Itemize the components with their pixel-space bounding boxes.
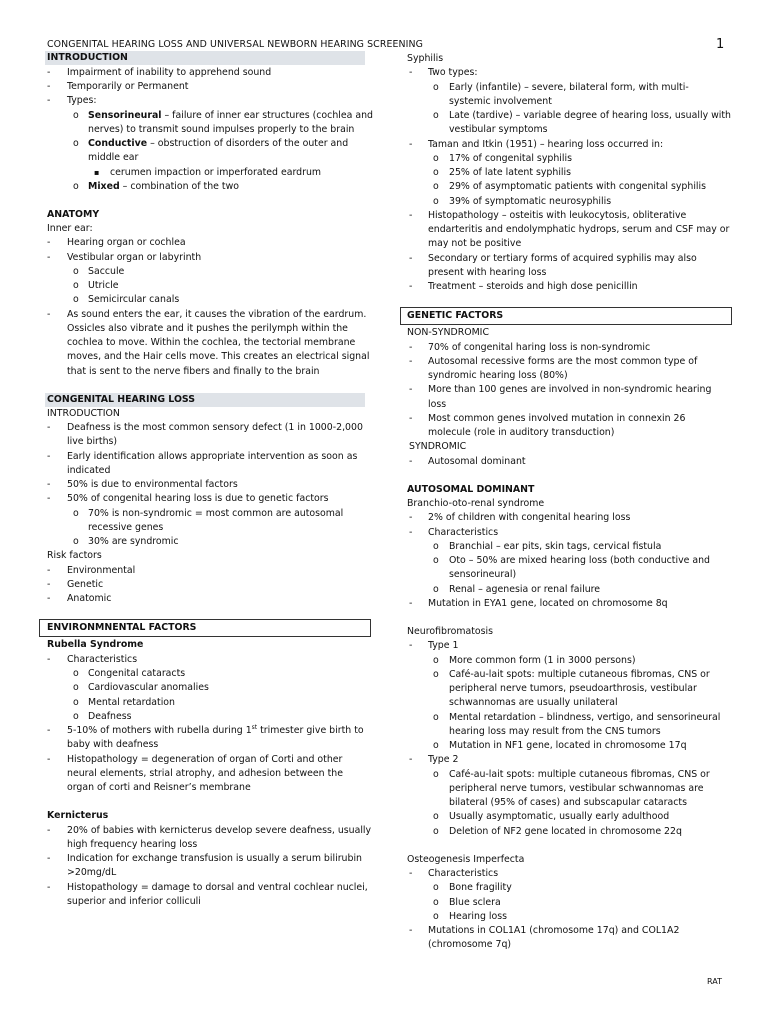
section-header-introduction: INTRODUCTION (47, 52, 128, 63)
bullet-circle: o (73, 181, 79, 192)
bullet-circle: o (433, 712, 439, 723)
list-item: Hearing loss (449, 911, 508, 922)
term-desc: – obstruction of disorders of the outer and (147, 138, 349, 149)
list-item-cont: (chromosome 7q) (428, 939, 512, 950)
bullet-circle: o (433, 153, 439, 164)
list-item: 39% of symptomatic neurosyphilis (449, 196, 612, 207)
list-item-cont: peripheral nerve tumors, vestibular schwannomas are (449, 783, 704, 794)
bullet-circle: o (73, 697, 79, 708)
list-item: Impairment of inability to apprehend sound (67, 67, 272, 78)
list-item: 17% of congenital syphilis (449, 153, 572, 164)
bullet-dash: - (409, 512, 413, 523)
section-header-congenital-hearing-loss: CONGENITAL HEARING LOSS (47, 394, 195, 405)
list-item: cerumen impaction or imperforated eardrum (110, 167, 322, 178)
list-item: Café-au-lait spots: multiple cutaneous fibromas, CNS or (449, 769, 710, 780)
list-item: 30% are syndromic (88, 536, 179, 547)
list-item: More than 100 genes are involved in non-syndromic hearing (428, 384, 712, 395)
list-item: Cardiovascular anomalies (88, 682, 209, 693)
term: Conductive (88, 138, 148, 149)
bullet-dash: - (409, 210, 413, 221)
list-item-cont: peripheral nerve tumors, pseudoarthrosis, vestibular (449, 683, 697, 694)
footer-initials: RAT (707, 977, 722, 986)
term-desc: – failure of inner ear structures (cochlea and (161, 110, 373, 121)
list-item: Deafness (88, 711, 132, 722)
list-item: Characteristics (428, 527, 499, 538)
bullet-dash: - (409, 281, 413, 292)
bullet-dash: - (409, 456, 413, 467)
bullet-circle: o (73, 294, 79, 305)
list-item-cont: sensorineural) (449, 569, 517, 580)
list-item: Usually asymptomatic, usually early adulthood (449, 811, 670, 822)
bullet-circle: o (73, 711, 79, 722)
bullet-circle: o (433, 769, 439, 780)
bullet-circle: o (73, 536, 79, 547)
list-item-cont: systemic involvement (449, 96, 552, 107)
bullet-circle: o (433, 740, 439, 751)
list-item: 29% of asymptomatic patients with congenital syphilis (449, 181, 707, 192)
bullet-circle: o (73, 280, 79, 291)
term: Mixed (88, 181, 120, 192)
bullet-circle: o (433, 669, 439, 680)
bullet-circle: o (433, 110, 439, 121)
bullet-circle: o (433, 196, 439, 207)
list-item-cont: >20mg/dL (67, 867, 117, 878)
list-item: Mutation in EYA1 gene, located on chromosome 8q (428, 598, 668, 609)
list-item: Autosomal recessive forms are the most common type of (428, 356, 698, 367)
list-item-cont: Ossicles also vibrate and it pushes the perilymph within the (67, 323, 348, 334)
list-item-cont: recessive genes (88, 522, 164, 533)
list-item: Anatomic (67, 593, 112, 604)
list-item: Oto – 50% are mixed hearing loss (both conductive and (449, 555, 711, 566)
list-item-cont: high frequency hearing loss (67, 839, 198, 850)
list-item-cont: syndromic hearing loss (80%) (428, 370, 568, 381)
bullet-dash: - (409, 640, 413, 651)
bullet-dash: - (47, 579, 51, 590)
term-desc: – combination of the two (119, 181, 239, 192)
list-item: 50% of congenital hearing loss is due to genetic factors (67, 493, 329, 504)
bullet-circle: o (433, 811, 439, 822)
bullet-dash: - (409, 925, 413, 936)
bullet-circle: o (433, 82, 439, 93)
list-item-cont: organ of corti and Reisner’s membrane (67, 782, 251, 793)
bullet-dash: - (409, 253, 413, 264)
list-item (88, 137, 348, 151)
bullet-square: ▪ (94, 168, 100, 177)
subsection-title-osteogenesis: Osteogenesis Imperfecta (407, 854, 525, 865)
list-item: Environmental (67, 565, 136, 576)
section-header-autosomal-dominant: AUTOSOMAL DOMINANT (407, 484, 535, 495)
list-item: As sound enters the ear, it causes the vibration of the eardrum. (67, 309, 367, 320)
bullet-circle: o (433, 181, 439, 192)
list-item: Early identification allows appropriate intervention as soon as (67, 451, 358, 462)
list-item: Semicircular canals (88, 294, 180, 305)
bullet-dash: - (409, 139, 413, 150)
list-item-cont: that is sent to the nerve fibers and finally to the brain (67, 366, 320, 377)
list-item: 20% of babies with kernicterus develop severe deafness, usually (67, 825, 372, 836)
list-item-cont: moves, and the Hair cells move. This creates an electrical signal (67, 351, 370, 362)
list-item: Characteristics (67, 654, 138, 665)
list-item-cont: nerves) to transmit sound impulses properly to the brain (88, 124, 355, 135)
text: trimester give birth to (257, 725, 364, 736)
bullet-dash: - (47, 565, 51, 576)
section-header-environmental-factors: ENVIRONMNENTAL FACTORS (47, 622, 197, 633)
superscript: st (251, 723, 258, 731)
subsection-title-neurofibromatosis: Neurofibromatosis (407, 626, 494, 637)
list-item-cont: vestibular symptoms (449, 124, 548, 135)
list-item: Histopathology = damage to dorsal and ventral cochlear nuclei, (67, 882, 368, 893)
bullet-circle: o (433, 911, 439, 922)
bullet-dash: - (409, 342, 413, 353)
bullet-circle: o (433, 167, 439, 178)
list-item: Branchial – ear pits, skin tags, cervical fistula (449, 541, 662, 552)
list-item-cont: schwannomas are usually unilateral (449, 697, 618, 708)
bullet-circle: o (433, 882, 439, 893)
list-item: Mutations in COL1A1 (chromosome 17q) and COL1A2 (428, 925, 680, 936)
bullet-circle: o (433, 897, 439, 908)
list-item: Secondary or tertiary forms of acquired syphilis may also (428, 253, 697, 264)
list-item: Treatment – steroids and high dose penicillin (428, 281, 638, 292)
bullet-circle: o (433, 655, 439, 666)
list-item: 2% of children with congenital hearing loss (428, 512, 631, 523)
list-item: Renal – agenesia or renal failure (449, 584, 601, 595)
list-item: Type 2 (428, 754, 459, 765)
list-item: Mental retardation (88, 697, 175, 708)
bullet-dash: - (47, 882, 51, 893)
list-item: Blue sclera (449, 897, 501, 908)
list-item: Deafness is the most common sensory defect (1 in 1000-2,000 (67, 422, 363, 433)
list-item-cont: cochlea to move. Within the cochlea, the tectorial membrane (67, 337, 356, 348)
list-item-cont: bilateral (95% of cases) and subscapular cataracts (449, 797, 687, 808)
subheading: NON-SYNDROMIC (407, 327, 489, 338)
subheading: SYNDROMIC (409, 441, 467, 452)
list-item: Taman and Itkin (1951) – hearing loss occurred in: (428, 139, 664, 150)
list-item-cont: may not be positive (428, 238, 522, 249)
list-item: Most common genes involved mutation in connexin 26 (428, 413, 686, 424)
bullet-dash: - (409, 356, 413, 367)
subheading: INTRODUCTION (47, 408, 120, 419)
bullet-dash: - (47, 654, 51, 665)
list-item: Congenital cataracts (88, 668, 186, 679)
list-item (88, 109, 373, 123)
bullet-dash: - (47, 237, 51, 248)
list-item: Saccule (88, 266, 125, 277)
bullet-circle: o (73, 508, 79, 519)
bullet-dash: - (47, 725, 51, 736)
list-item: Temporarily or Permanent (67, 81, 189, 92)
list-item: 70% is non-syndromic = most common are autosomal (88, 508, 344, 519)
bullet-dash: - (409, 67, 413, 78)
list-item: Hearing organ or cochlea (67, 237, 186, 248)
list-item: Types: (67, 95, 97, 106)
page-number: 1 (716, 37, 725, 52)
list-item: Vestibular organ or labyrinth (67, 252, 202, 263)
list-item: Genetic (67, 579, 104, 590)
list-item-cont: live births) (67, 436, 118, 447)
bullet-circle: o (73, 110, 79, 121)
list-item: More common form (1 in 3000 persons) (449, 655, 636, 666)
bullet-dash: - (47, 81, 51, 92)
bullet-dash: - (47, 95, 51, 106)
list-item: 25% of late latent syphilis (449, 167, 572, 178)
list-item: Characteristics (428, 868, 499, 879)
list-item: Late (tardive) – variable degree of hearing loss, usually with (449, 110, 731, 121)
list-item-cont: loss (428, 399, 447, 410)
list-item: Mutation in NF1 gene, located in chromosome 17q (449, 740, 687, 751)
bullet-dash: - (409, 598, 413, 609)
subsection-title-kernicterus: Kernicterus (47, 810, 109, 821)
text: 5-10% of mothers with rubella during 1 (67, 725, 252, 736)
subheading: Risk factors (47, 550, 102, 561)
subsection-title-rubella: Rubella Syndrome (47, 639, 144, 650)
bullet-dash: - (409, 754, 413, 765)
document-title: CONGENITAL HEARING LOSS AND UNIVERSAL NEWBORN HEARING SCREENING (47, 39, 423, 50)
list-item: Café-au-lait spots: multiple cutaneous fibromas, CNS or (449, 669, 710, 680)
bullet-circle: o (73, 266, 79, 277)
subsection-title-syphilis: Syphilis (407, 53, 444, 64)
bullet-dash: - (47, 422, 51, 433)
bullet-dash: - (409, 868, 413, 879)
bullet-circle: o (73, 138, 79, 149)
term: Sensorineural (88, 110, 162, 121)
bullet-dash: - (47, 853, 51, 864)
bullet-circle: o (433, 584, 439, 595)
bullet-dash: - (47, 479, 51, 490)
list-item-cont: present with hearing loss (428, 267, 547, 278)
section-header-genetic-factors: GENETIC FACTORS (407, 310, 504, 321)
subheading: Inner ear: (47, 223, 93, 234)
bullet-dash: - (47, 309, 51, 320)
bullet-dash: - (47, 754, 51, 765)
bullet-circle: o (433, 541, 439, 552)
bullet-dash: - (47, 252, 51, 263)
bullet-circle: o (73, 668, 79, 679)
list-item-cont: neural elements, strial atrophy, and adhesion between the (67, 768, 343, 779)
list-item-cont: hearing loss may result from the CNS tumors (449, 726, 661, 737)
list-item: Utricle (88, 280, 119, 291)
bullet-circle: o (433, 555, 439, 566)
list-item: Mental retardation – blindness, vertigo, and sensorineural (449, 712, 721, 723)
list-item: Bone fragility (449, 882, 512, 893)
list-item: Histopathology = degeneration of organ of Corti and other (67, 754, 343, 765)
bullet-dash: - (47, 825, 51, 836)
list-item-cont: superior and inferior colliculi (67, 896, 201, 907)
list-item: Early (infantile) – severe, bilateral form, with multi- (449, 82, 689, 93)
list-item: Deletion of NF2 gene located in chromosome 22q (449, 826, 682, 837)
bullet-dash: - (47, 451, 51, 462)
list-item (88, 180, 239, 194)
list-item-cont: baby with deafness (67, 739, 159, 750)
list-item-cont: molecule (role in auditory transduction) (428, 427, 615, 438)
list-item: 70% of congenital haring loss is non-syndromic (428, 342, 651, 353)
bullet-dash: - (47, 493, 51, 504)
bullet-circle: o (433, 826, 439, 837)
bullet-dash: - (409, 527, 413, 538)
list-item: Indication for exchange transfusion is usually a serum bilirubin (67, 853, 362, 864)
section-header-anatomy: ANATOMY (47, 209, 100, 220)
list-item: Two types: (428, 67, 478, 78)
bullet-dash: - (47, 593, 51, 604)
list-item (67, 724, 364, 738)
bullet-dash: - (409, 413, 413, 424)
bullet-circle: o (73, 682, 79, 693)
list-item: 50% is due to environmental factors (67, 479, 238, 490)
list-item: Histopathology – osteitis with leukocytosis, obliterative (428, 210, 687, 221)
bullet-dash: - (409, 384, 413, 395)
subsection-title-bor: Branchio-oto-renal syndrome (407, 498, 545, 509)
list-item-cont: middle ear (88, 152, 139, 163)
list-item-cont: indicated (67, 465, 111, 476)
list-item: Autosomal dominant (428, 456, 526, 467)
list-item: Type 1 (428, 640, 459, 651)
list-item-cont: endarteritis and endolymphatic hydrops, serum and CSF may or (428, 224, 730, 235)
bullet-dash: - (47, 67, 51, 78)
